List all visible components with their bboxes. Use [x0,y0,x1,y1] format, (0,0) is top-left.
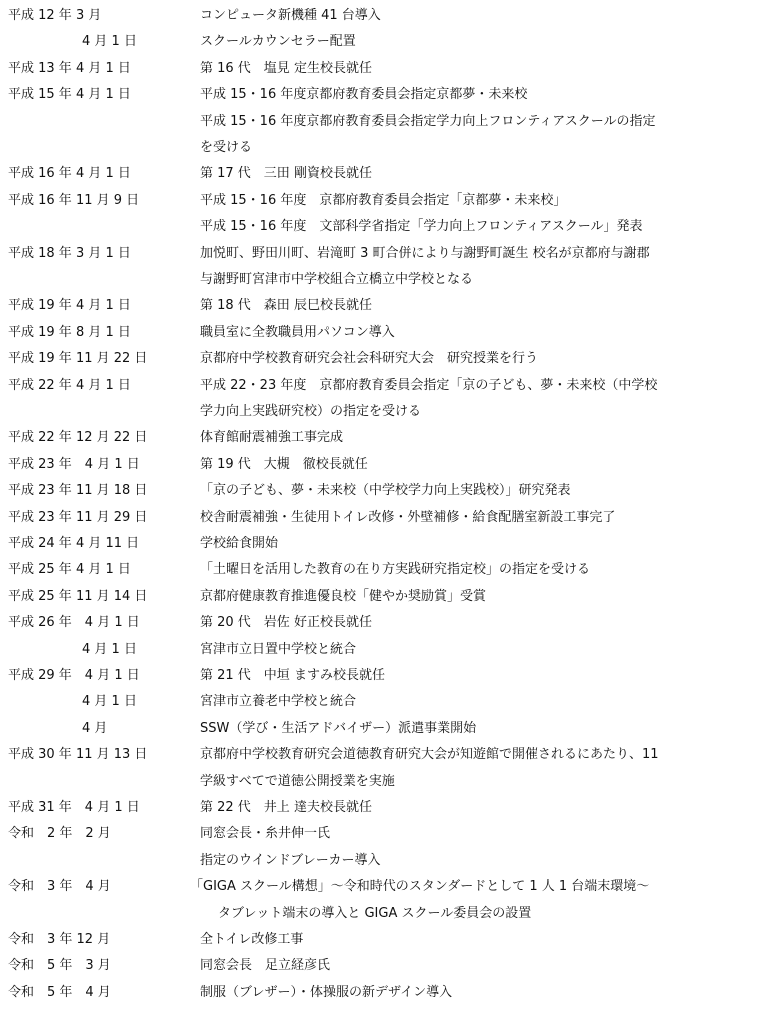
timeline-row [0,849,759,873]
timeline-row [0,242,759,266]
timeline-row [0,374,759,398]
timeline-event: 同窓会長 足立経彦氏 [200,958,331,974]
timeline-date: 平成 29 年 4 月 1 日 [8,668,140,683]
timeline-date: 平成 18 年 3 月 1 日 [8,245,131,261]
timeline-row [0,690,759,714]
timeline-row [0,110,759,134]
timeline-row [0,400,759,424]
timeline-date: 平成 16 年 4 月 1 日 [8,166,131,182]
timeline-event: 「GIGA スクール構想」～令和時代のスタンダードとして 1 人 1 台端末環境～ [190,879,650,895]
timeline-date: 平成 25 年 4 月 1 日 [8,562,131,578]
timeline-date: 平成 24 年 4 月 11 日 [8,536,140,551]
timeline-event: 学校給食開始 [200,536,279,551]
timeline-event: 第 22 代 井上 達夫校長就任 [200,800,372,815]
timeline-date: 平成 19 年 8 月 1 日 [8,324,131,340]
timeline-event: 平成 15・16 年度京都府教育委員会指定京都夢・未来校 [200,87,528,103]
timeline-row [0,268,759,292]
timeline-row [0,532,759,556]
timeline-date: 平成 25 年 11 月 14 日 [8,588,148,604]
timeline-event: 平成 15・16 年度 京都府教育委員会指定「京都夢・未来校」 [200,192,567,208]
timeline-date: 令和 3 年 4 月 [8,879,111,895]
timeline-event: SSW（学び・生活アドバイザー）派遣事業開始 [200,720,477,736]
timeline-row [0,30,759,54]
timeline-date: 平成 22 年 12 月 22 日 [8,430,148,446]
timeline-row [0,479,759,503]
timeline-date: 4 月 1 日 [82,694,137,710]
timeline-row [0,83,759,107]
timeline-event: 学級すべてで道徳公開授業を実施 [200,773,395,789]
timeline-event: 与謝野町宮津市中学校組合立橋立中学校となる [200,272,474,287]
timeline-date: 平成 23 年 4 月 1 日 [8,456,140,472]
timeline-event: 校舎耐震補強・生徒用トイレ改修・外壁補修・給食配膳室新設工事完了 [200,509,616,525]
timeline-event: 第 18 代 森田 辰巳校長就任 [200,298,372,314]
timeline-event: 職員室に全教職員用パソコン導入 [200,324,395,340]
timeline-date: 平成 15 年 4 月 1 日 [8,87,131,103]
timeline-row [0,4,759,28]
timeline-event: 平成 15・16 年度京都府教育委員会指定学力向上フロンティアスクールの指定 [200,113,656,129]
timeline-row [0,162,759,186]
timeline-event: 学力向上実践研究校）の指定を受ける [200,404,422,419]
timeline-event: 平成 22・23 年度 京都府教育委員会指定「京の子ども、夢・未来校（中学校 [200,377,658,393]
timeline-date: 令和 2 年 2 月 [8,826,111,842]
timeline-date: 平成 12 年 3 月 [8,8,102,23]
timeline-row [0,928,759,952]
timeline-date: 平成 23 年 11 月 18 日 [8,483,148,499]
timeline-event: 全トイレ改修工事 [200,932,304,947]
timeline-date: 4 月 1 日 [82,34,137,50]
timeline-row [0,981,759,1005]
timeline-event: 京都府中学校教育研究会社会科研究大会 研究授業を行う [200,351,539,367]
timeline-date: 4 月 [82,720,108,736]
timeline-date: 平成 23 年 11 月 29 日 [8,509,148,525]
timeline-event: 「土曜日を活用した教育の在り方実践研究指定校」の指定を受ける [200,562,591,578]
timeline-row [0,294,759,318]
timeline-date: 平成 26 年 4 月 1 日 [8,615,140,631]
timeline-event: 宮津市立日置中学校と統合 [200,641,357,657]
timeline-event: 第 17 代 三田 剛資校長就任 [200,166,372,182]
timeline-row [0,558,759,582]
timeline-event: 宮津市立養老中学校と統合 [200,694,357,710]
timeline-row [0,347,759,371]
timeline-date: 令和 5 年 4 月 [8,984,111,1000]
timeline-date: 令和 3 年 12 月 [8,932,111,947]
timeline-event: 制服（ブレザー）・体操服の新デザイン導入 [200,984,453,1000]
timeline-date: 4 月 1 日 [82,641,137,657]
timeline-row [0,585,759,609]
timeline-row [0,215,759,239]
timeline-row [0,57,759,81]
timeline-date: 平成 31 年 4 月 1 日 [8,800,140,815]
timeline-row [0,770,759,794]
timeline-row [0,743,759,767]
timeline-row [0,426,759,450]
timeline-event: 「京の子ども、夢・未来校（中学校学力向上実践校）」研究発表 [200,483,571,499]
timeline-date: 平成 22 年 4 月 1 日 [8,377,131,393]
timeline-row [0,506,759,530]
timeline-event: スクールカウンセラー配置 [200,34,356,50]
timeline-date: 令和 5 年 3 月 [8,958,111,974]
timeline-row [0,717,759,741]
timeline-event: コンピュータ新機種 41 台導入 [200,8,381,23]
timeline-row [0,321,759,345]
timeline-row [0,453,759,477]
timeline-event: 京都府健康教育推進優良校「健やか奨励賞」受賞 [200,588,487,604]
timeline-row [0,638,759,662]
timeline-event: タブレット端末の導入と GIGA スクール委員会の設置 [218,905,532,921]
timeline-event: 第 21 代 中垣 ますみ校長就任 [200,668,385,683]
timeline-row [0,822,759,846]
timeline-event: 第 16 代 塩見 定生校長就任 [200,60,372,76]
timeline-date: 平成 30 年 11 月 13 日 [8,747,148,763]
timeline-date: 平成 16 年 11 月 9 日 [8,192,140,208]
timeline-event: 指定のウインドブレーカー導入 [200,852,381,868]
timeline-row [0,902,759,926]
timeline-event: 体育館耐震補強工事完成 [200,430,344,446]
timeline-event: 同窓会長・糸井伸一氏 [200,826,331,842]
timeline-event: 京都府中学校教育研究会道徳教育研究大会が知遊館で開催されるにあたり、11 [200,747,659,763]
timeline-event: 第 20 代 岩佐 好正校長就任 [200,615,372,631]
timeline-row [0,796,759,820]
timeline-row [0,664,759,688]
timeline-row [0,875,759,899]
timeline-row [0,189,759,213]
timeline-row [0,611,759,635]
timeline-date: 平成 13 年 4 月 1 日 [8,60,131,76]
timeline-row [0,954,759,978]
timeline-date: 平成 19 年 11 月 22 日 [8,351,148,367]
timeline-date: 平成 19 年 4 月 1 日 [8,298,131,314]
timeline-event: を受ける [200,140,253,155]
timeline-row [0,136,759,160]
timeline-event: 加悦町、野田川町、岩滝町 3 町合併により与謝野町誕生 校名が京都府与謝郡 [200,245,650,261]
timeline-event: 平成 15・16 年度 文部科学省指定「学力向上フロンティアスクール」発表 [200,219,643,235]
timeline-event: 第 19 代 大槻 徹校長就任 [200,456,368,472]
